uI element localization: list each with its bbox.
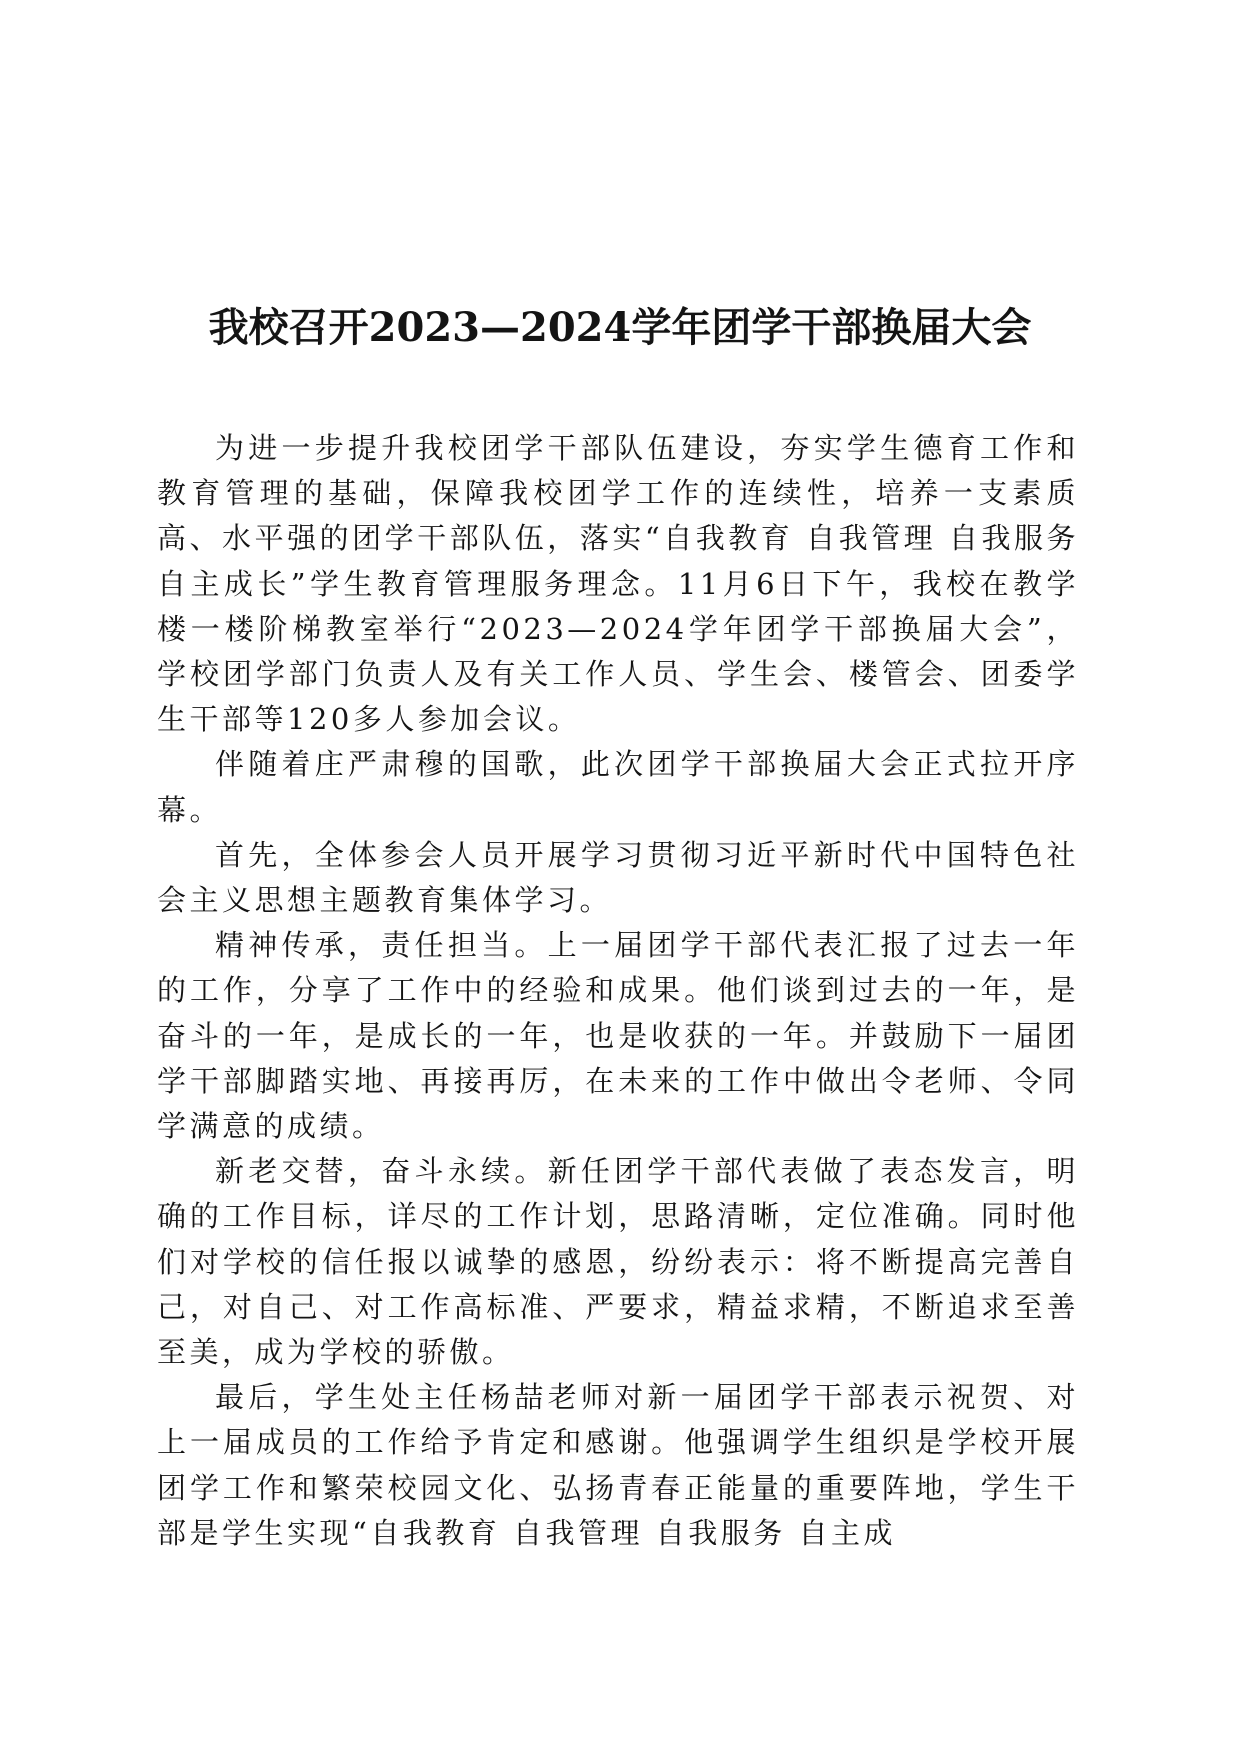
article-paragraph: 新老交替，奋斗永续。新任团学干部代表做了表态发言，明确的工作目标，详尽的工作计划，思路清晰，定位准确。同时他们对学校的信任报以诚挚的感恩，纷纷表示：将不断提高完善自己，对自己、对工作高标准、严要求，精益求精，不断追求至善至美，成为学校的骄傲。 [157,1154,1079,1370]
article-paragraph: 精神传承，责任担当。上一届团学干部代表汇报了过去一年的工作，分享了工作中的经验和成果。他们谈到过去的一年，是奋斗的一年，是成长的一年，也是收获的一年。并鼓励下一届团学干部脚踏实地、再接再厉，在未来的工作中做出令老师、令同学满意的成绩。 [157,928,1079,1144]
article-paragraph: 最后，学生处主任杨喆老师对新一届团学干部表示祝贺、对上一届成员的工作给予肯定和感谢。他强调学生组织是学校开展团学工作和繁荣校园文化、弘扬青春正能量的重要阵地，学生干部是学生实现“自我教育 自我管理 自我服务 自主成 [157,1380,1079,1550]
article-paragraph: 首先，全体参会人员开展学习贯彻习近平新时代中国特色社会主义思想主题教育集体学习。 [157,837,1079,918]
article-paragraph: 为进一步提升我校团学干部队伍建设，夯实学生德育工作和教育管理的基础，保障我校团学工作的连续性，培养一支素质高、水平强的团学干部队伍，落实“自我教育 自我管理 自我服务 自主成长”学生教育管理服务理念。11月6日下午，我校在教学楼一楼阶梯教室举行“2023—2024学年团学干部换届大会”，学校团学部门负责人及有关工作人员、学生会、楼管会、团委学生干部等120多人参加会议。 [157,431,1079,737]
article-title: 我校召开2023—2024学年团学干部换届大会 [208,304,1032,351]
article-body [157,426,1079,1556]
article-paragraph: 伴随着庄严肃穆的国歌，此次团学干部换届大会正式拉开序幕。 [157,747,1079,827]
